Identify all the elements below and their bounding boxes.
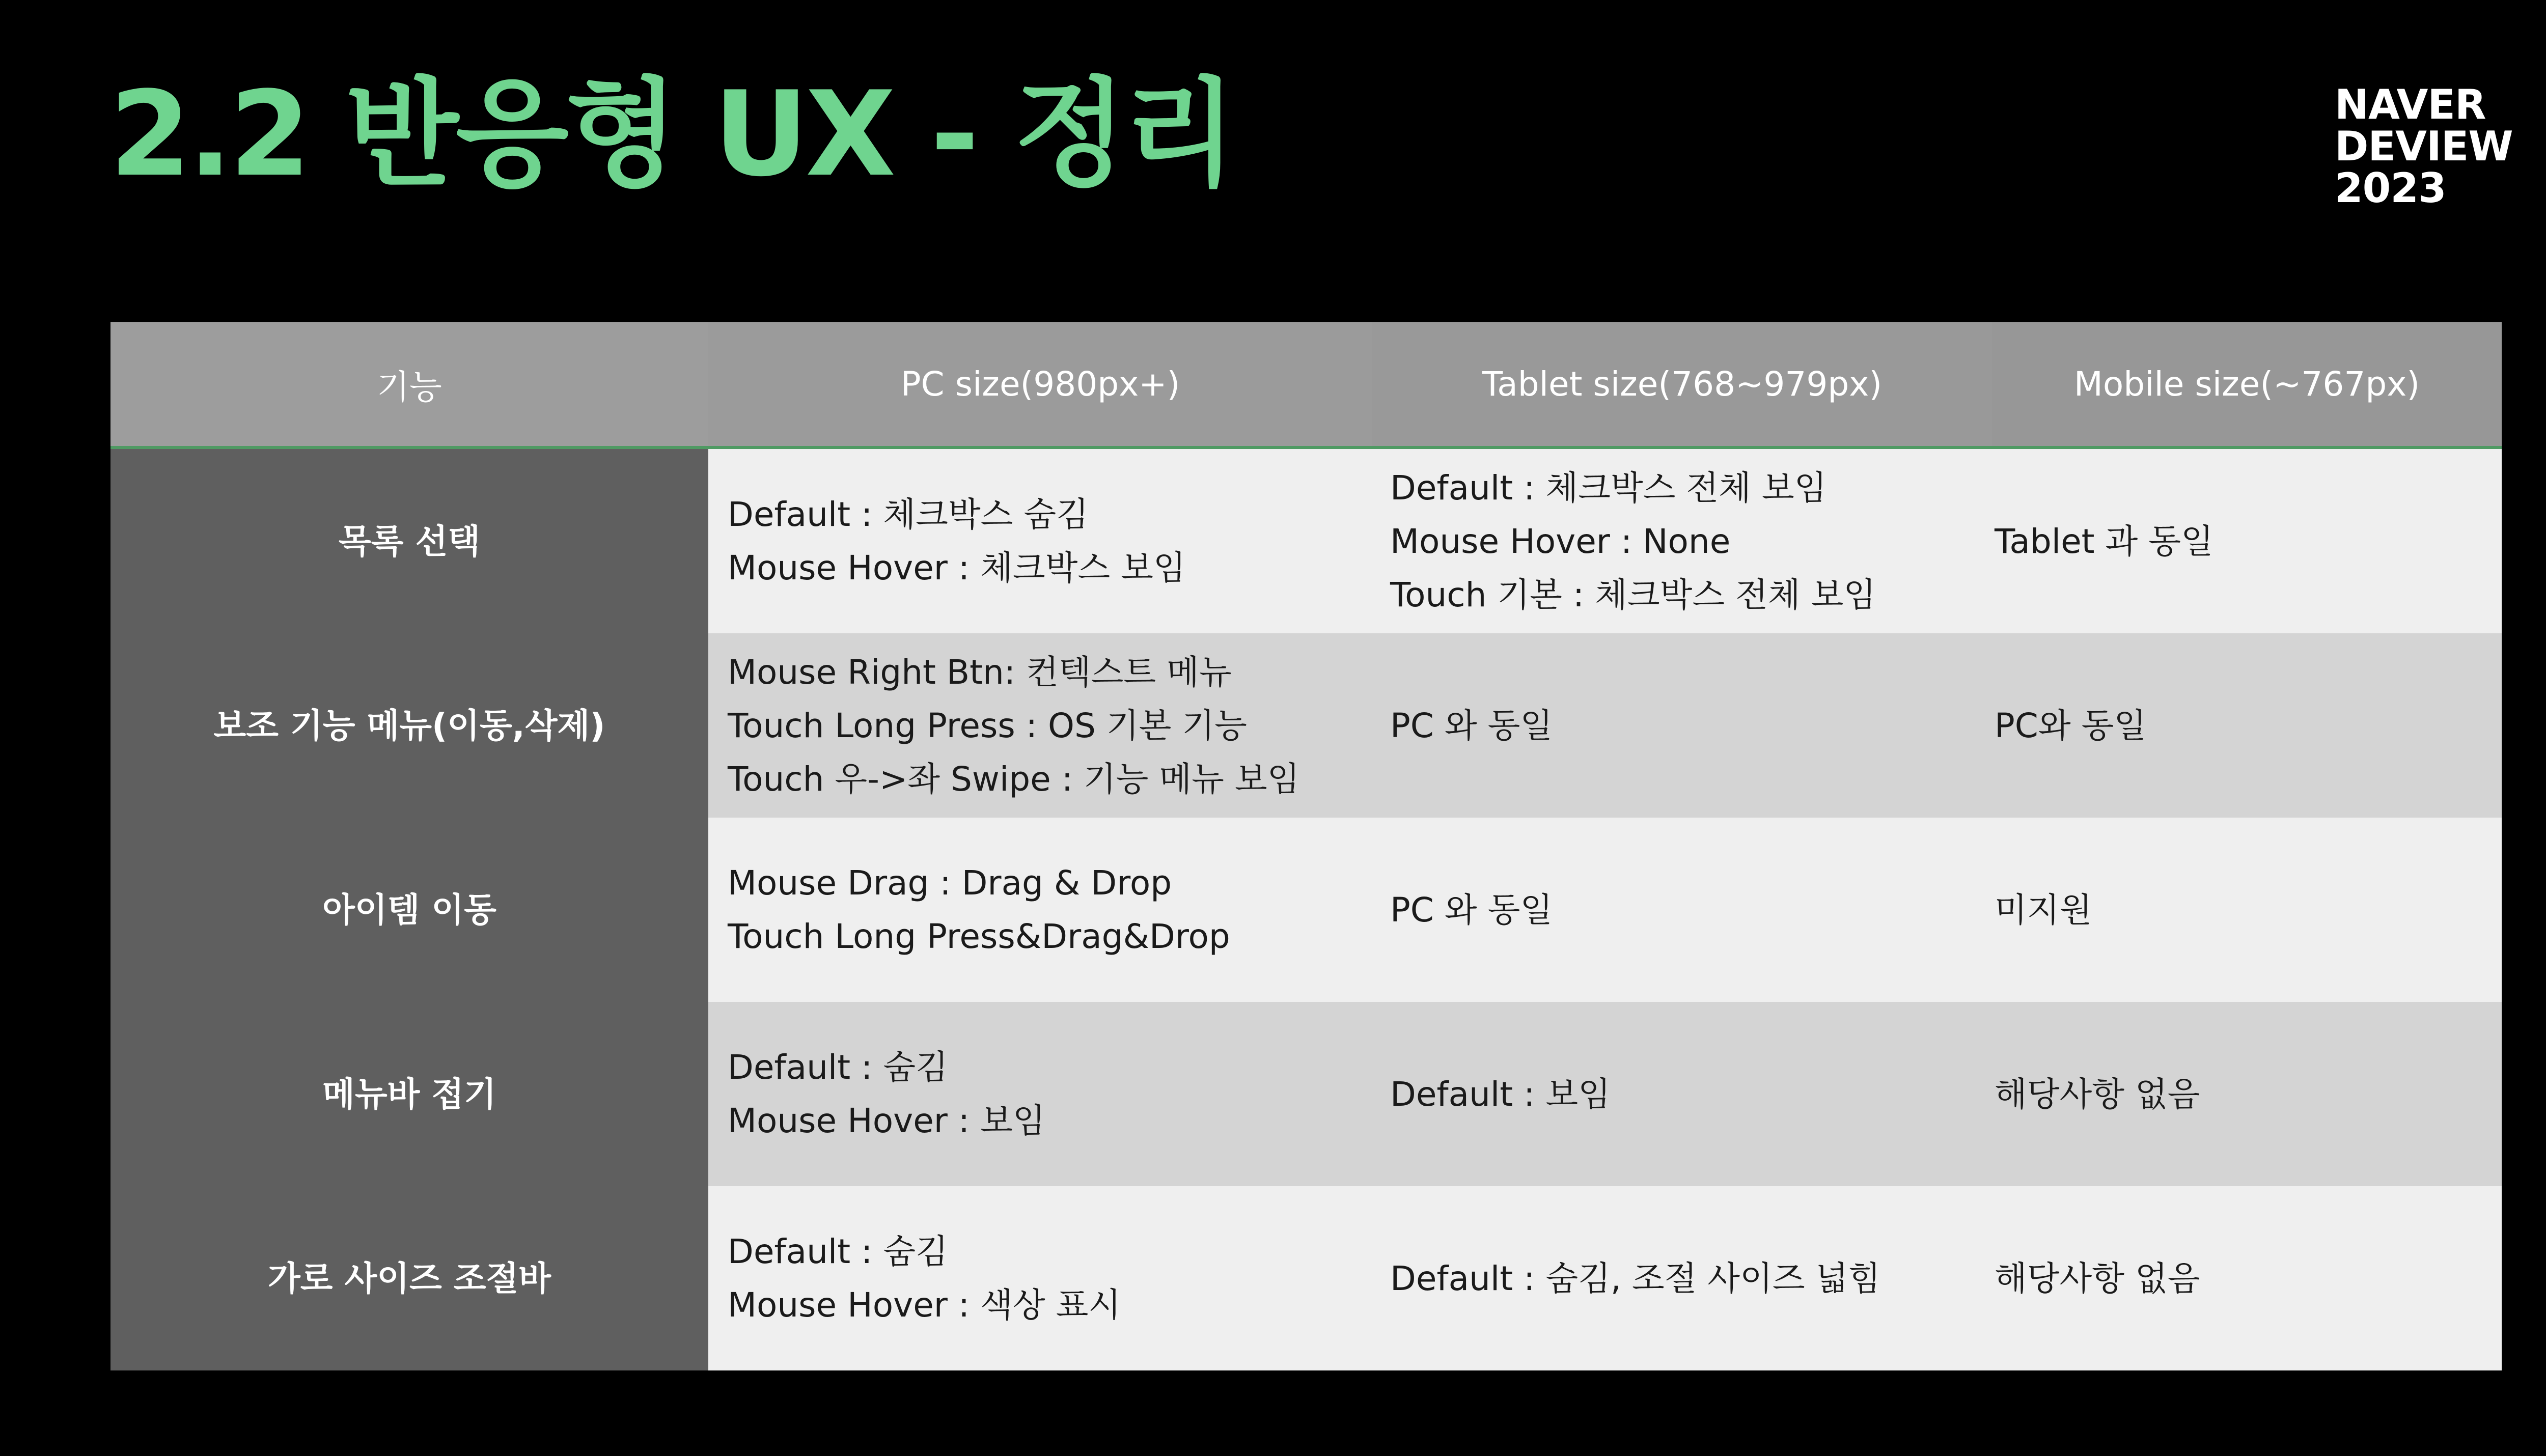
cell-line: Mouse Hover : 체크박스 보임 xyxy=(728,548,1186,587)
table-row xyxy=(110,1186,2502,1370)
pc-cell xyxy=(708,818,1372,1002)
header-tablet-size: Tablet size(768~979px) xyxy=(1372,322,1992,447)
header-mobile-size: Mobile size(~767px) xyxy=(1992,322,2502,447)
header-pc-size: PC size(980px+) xyxy=(708,322,1372,447)
cell-line: Tablet 과 동일 xyxy=(1995,521,2213,561)
mobile-cell xyxy=(1992,818,2502,1002)
cell-line: Mouse Right Btn: 컨텍스트 메뉴 xyxy=(728,652,1232,692)
tablet-cell xyxy=(1372,818,1992,1002)
mobile-cell xyxy=(1992,633,2502,818)
table-row xyxy=(110,633,2502,818)
cell-line: 해당사항 없음 xyxy=(1995,1258,2200,1298)
table-header-row xyxy=(110,322,2502,447)
cell-line: PC 와 동일 xyxy=(1390,706,1553,745)
pc-cell xyxy=(708,1002,1372,1186)
feature-cell: 보조 기능 메뉴(이동,삭제) xyxy=(110,633,708,818)
feature-cell: 메뉴바 접기 xyxy=(110,1002,708,1186)
pc-cell xyxy=(708,1186,1372,1370)
table-row xyxy=(110,818,2502,1002)
logo-line-year: 2023 xyxy=(2335,164,2446,212)
cell-line: Touch 기본 : 체크박스 전체 보임 xyxy=(1390,575,1876,614)
cell-line: Default : 체크박스 숨김 xyxy=(728,495,1089,534)
tablet-cell xyxy=(1372,1002,1992,1186)
cell-line: Mouse Hover : 색상 표시 xyxy=(728,1285,1121,1325)
feature-cell: 가로 사이즈 조절바 xyxy=(110,1186,708,1370)
page-title: 2.2 반응형 UX - 정리 xyxy=(109,67,1234,203)
pc-cell xyxy=(708,447,1372,633)
feature-cell: 아이템 이동 xyxy=(110,818,708,1002)
tablet-cell xyxy=(1372,447,1992,633)
cell-line: PC 와 동일 xyxy=(1390,890,1553,930)
cell-line: Default : 체크박스 전체 보임 xyxy=(1390,468,1827,508)
tablet-cell xyxy=(1372,633,1992,818)
responsive-ux-table xyxy=(110,322,2502,1370)
mobile-cell xyxy=(1992,1002,2502,1186)
cell-line: Default : 숨김 xyxy=(728,1048,948,1087)
cell-line: 해당사항 없음 xyxy=(1995,1074,2200,1114)
header-feature: 기능 xyxy=(110,322,708,447)
mobile-cell xyxy=(1992,447,2502,633)
cell-line: Default : 숨김 xyxy=(728,1232,948,1271)
naver-deview-logo xyxy=(2335,81,2513,212)
table-row xyxy=(110,447,2502,633)
cell-line: Default : 숨김, 조절 사이즈 넓힘 xyxy=(1390,1258,1881,1298)
mobile-cell xyxy=(1992,1186,2502,1370)
cell-line: Default : 보임 xyxy=(1390,1074,1611,1114)
cell-line: Touch Long Press : OS 기본 기능 xyxy=(728,706,1247,745)
cell-line: 미지원 xyxy=(1995,890,2092,930)
cell-line: Mouse Hover : None xyxy=(1390,521,1731,561)
logo-line-naver: NAVER xyxy=(2335,81,2486,128)
tablet-cell xyxy=(1372,1186,1992,1370)
feature-cell: 목록 선택 xyxy=(110,447,708,633)
cell-line: Mouse Drag : Drag & Drop xyxy=(728,863,1172,903)
cell-line: PC와 동일 xyxy=(1995,706,2147,745)
logo-line-deview: DEVIEW xyxy=(2335,123,2513,170)
cell-line: Mouse Hover : 보임 xyxy=(728,1101,1045,1140)
pc-cell xyxy=(708,633,1372,818)
table-row xyxy=(110,1002,2502,1186)
cell-line: Touch 우->좌 Swipe : 기능 메뉴 보임 xyxy=(728,759,1300,799)
cell-line: Touch Long Press&Drag&Drop xyxy=(728,917,1230,956)
